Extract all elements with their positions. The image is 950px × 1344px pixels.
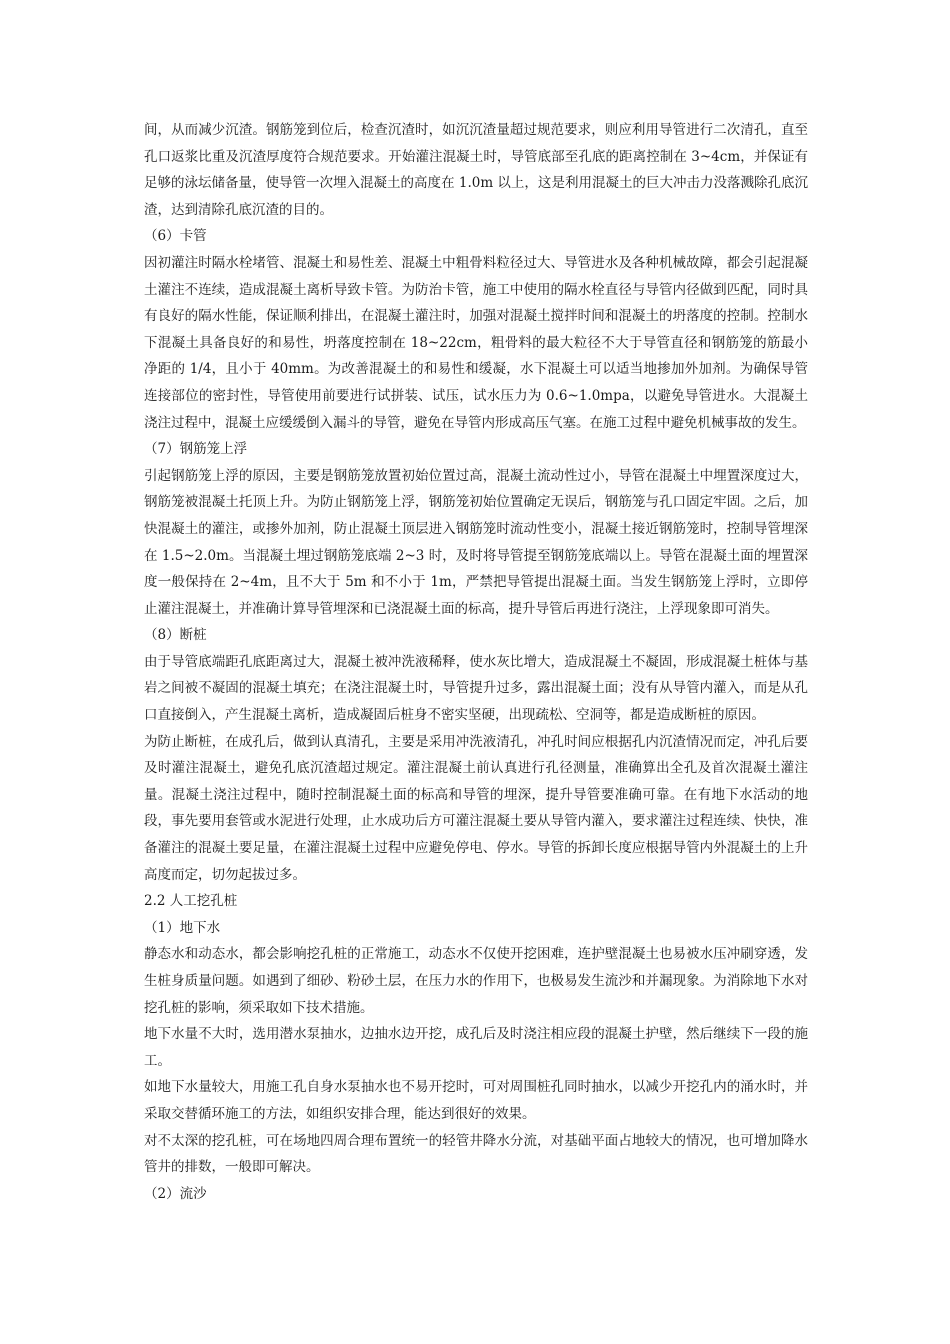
heading-broken-pile: （8）断桩 — [144, 627, 207, 644]
heading-groundwater: （1）地下水 — [144, 919, 221, 936]
heading-quicksand: （2）流沙 — [144, 1185, 207, 1202]
paragraph-cage-floating: 引起钢筋笼上浮的原因，主要是钢筋笼放置初始位置过高，混凝土流动性过小，导管在混凝土中埋置深度过大，钢筋笼被混凝土托顶上升。为防止钢筋笼上浮，钢筋笼初始位置确定无误后，钢筋笼与孔口固定牢固。之后，加快混凝土的灌注，或掺外加剂，防止混凝土顶层进入钢筋笼时流动性变小，混凝土接近钢筋笼时，控制导管埋深在 1.5~2.0m。当混凝土埋过钢筋笼底端 2~3 时，及时将导管提至钢筋笼底端以上。导管在混凝土面的埋置深度一般保持在 2~4m，且不大于 5m 和不小于 1m，严禁把导管提出混凝土面。当发生钢筋笼上浮时，立即停止灌注混凝土，并准确计算导管埋深和已浇混凝土面的标高，提升导管后再进行浇注，上浮现象即可消失。 — [144, 467, 808, 617]
document-body — [144, 117, 808, 1207]
paragraph-broken-pile-causes: 由于导管底端距孔底距离过大，混凝土被冲洗液稀释，使水灰比增大，造成混凝土不凝固，形成混凝土桩体与基岩之间被不凝固的混凝土填充；在浇注混凝土时，导管提升过多，露出混凝土面；没有从导管内灌入，而是从孔口直接倒入，产生混凝土离析，造成凝固后桩身不密实坚硬，出现疏松、空洞等，都是造成断桩的原因。 — [144, 653, 808, 724]
paragraph-broken-pile-prevention: 为防止断桩，在成孔后，做到认真清孔，主要是采用冲洗液清孔，冲孔时间应根据孔内沉渣情况而定，冲孔后要及时灌注混凝土，避免孔底沉渣超过规定。灌注混凝土前认真进行孔径测量，准确算出全孔及首次混凝土灌注量。混凝土浇注过程中，随时控制混凝土面的标高和导管的埋深，提升导管要准确可靠。在有地下水活动的地段，事先要用套管或水泥进行处理，止水成功后方可灌注混凝土要从导管内灌入，要求灌注过程连续、快快，准备灌注的混凝土要足量，在灌注混凝土过程中应避免停电、停水。导管的拆卸长度应根据导管内外混凝土的上升高度而定，切勿起拔过多。 — [144, 733, 808, 883]
paragraph-groundwater-large: 如地下水量较大，用施工孔自身水泵抽水也不易开挖时，可对周围桩孔同时抽水，以减少开挖孔内的涌水时，并采取交替循环施工的方法，如组织安排合理，能达到很好的效果。 — [144, 1079, 808, 1122]
paragraph-pipe-blockage: 因初灌注时隔水栓堵管、混凝土和易性差、混凝土中粗骨料粒径过大、导管进水及各种机械故障，都会引起混凝土灌注不连续，造成混凝土离析导致卡管。为防治卡管，施工中使用的隔水栓直径与导管内径做到匹配，同时具有良好的隔水性能，保证顺利排出，在混凝土灌注时，加强对混凝土搅拌时间和混凝土的坍落度的控制。控制水下混凝土具备良好的和易性，坍落度控制在 18~22cm，粗骨料的最大粒径不大于导管直径和钢筋笼的筋最小净距的 1/4，且小于 40mm。为改善混凝土的和易性和缓凝，水下混凝土可以适当地掺加外加剂。为确保导管连接部位的密封性，导管使用前要进行试拼装、试压，试水压力为 0.6~1.0mpa，以避免导管进水。大混凝土浇注过程中，混凝土应缓缓倒入漏斗的导管，避免在导管内形成高压气塞。在施工过程中避免机械事故的发生。 — [144, 254, 808, 431]
paragraph-groundwater-shallow: 对不太深的挖孔桩，可在场地四周合理布置统一的轻管井降水分流，对基础平面占地较大的情况，也可增加降水管井的排数，一般即可解决。 — [144, 1132, 808, 1176]
heading-pipe-blockage: （6）卡管 — [144, 228, 207, 245]
paragraph-sediment-control: 间，从而减少沉渣。钢筋笼到位后，检查沉渣时，如沉沉渣量超过规范要求，则应利用导管进行二次清孔，直至孔口返浆比重及沉渣厚度符合规范要求。开始灌注混凝土时，导管底部至孔底的距离控制在 3~4cm，并保证有足够的泳坛储备量，使导管一次埋入混凝土的高度在 1.0m 以上，这是利用混凝土的巨大冲击力没落溅除孔底沉渣，达到清除孔底沉渣的目的。 — [144, 122, 808, 218]
heading-cage-floating: （7）钢筋笼上浮 — [144, 441, 248, 458]
paragraph-groundwater-small: 地下水量不大时，选用潜水泵抽水，边抽水边开挖，成孔后及时浇注相应段的混凝土护壁，然后继续下一段的施工。 — [144, 1026, 808, 1069]
paragraph-groundwater-intro: 静态水和动态水，都会影响挖孔桩的正常施工，动态水不仅使开挖困难，连护壁混凝土也易被水压冲刷穿透，发生桩身质量问题。如遇到了细砂、粉砂土层，在压力水的作用下，也极易发生流沙和并漏现象。为消除地下水对挖孔桩的影响，须采取如下技术措施。 — [144, 946, 808, 1016]
heading-manual-dug-pile: 2.2 人工挖孔桩 — [144, 893, 238, 910]
